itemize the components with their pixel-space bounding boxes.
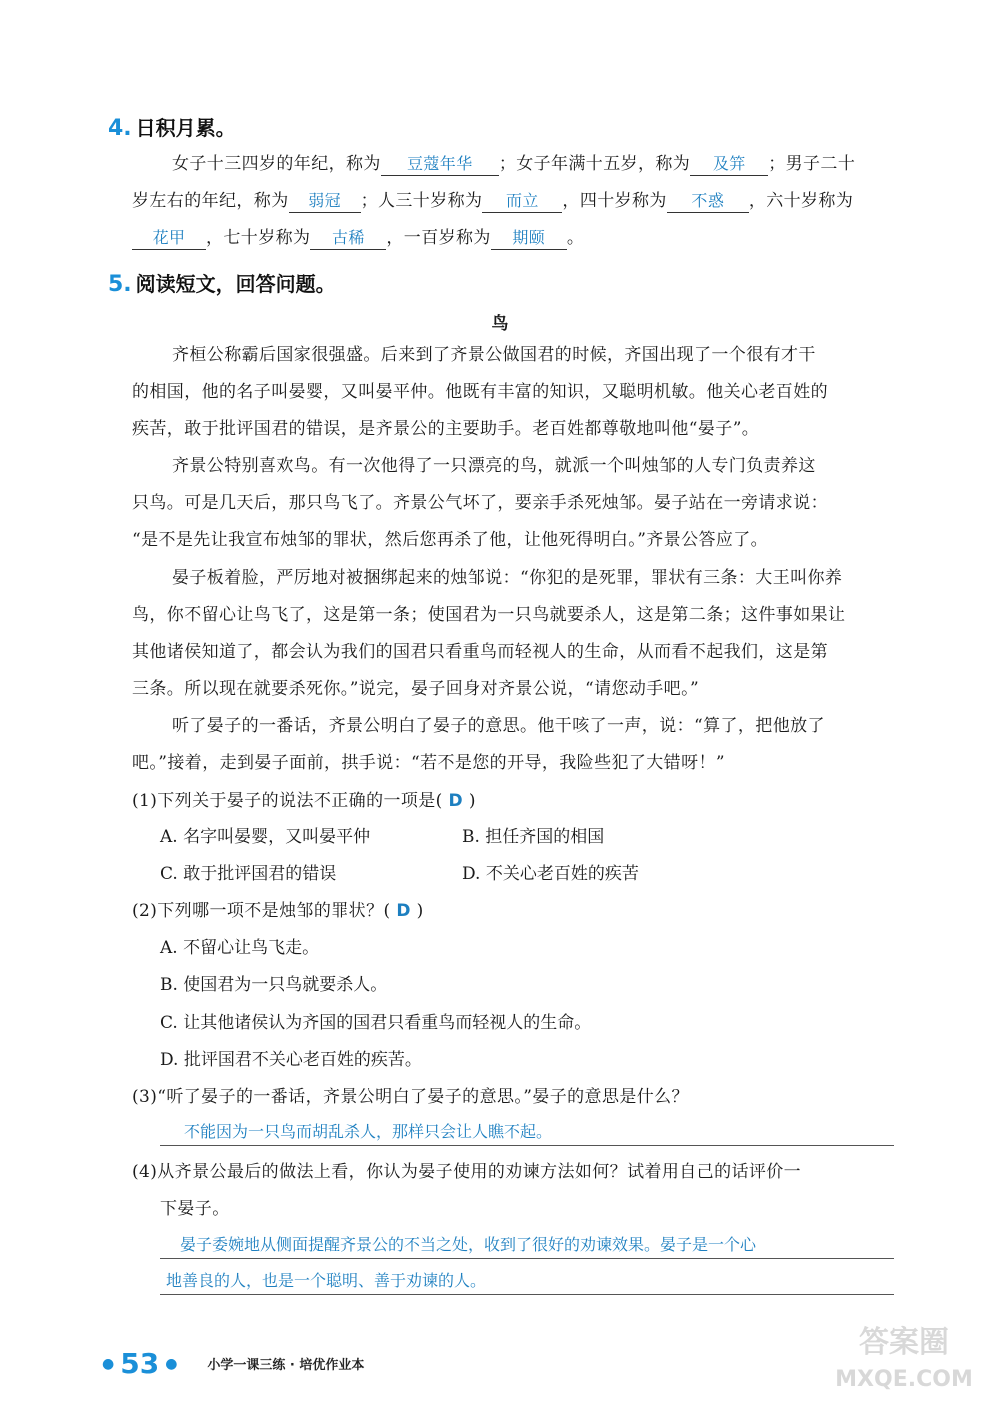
option-a: A. 不留心让鸟飞走。 <box>160 938 320 958</box>
text: 女子十三四岁的年纪，称为 <box>172 154 381 174</box>
sub-question-3: (3)“听了晏子的一番话，齐景公明白了晏子的意思。”晏子的意思是什么？ <box>132 1087 689 1107</box>
question-number: 4. <box>108 116 132 141</box>
watermark-bottom: MXQE.COM <box>835 1367 973 1392</box>
question-title: 阅读短文，回答问题。 <box>135 272 336 296</box>
passage-line: 其他诸侯知道了，都会认为我们的国君只看重鸟而轻视人的生命，从而看不起我们，这是第 <box>132 642 828 662</box>
option-d: D. 不关心老百姓的疾苦 <box>462 864 639 884</box>
text: 。 <box>566 228 585 248</box>
passage-line: 齐景公特别喜欢鸟。有一次他得了一只漂亮的鸟，就派一个叫烛邹的人专门负责养这 <box>172 456 816 476</box>
page-footer <box>102 1347 364 1380</box>
option-b: B. 使国君为一只鸟就要杀人。 <box>160 975 388 995</box>
page-number: 53 <box>120 1347 160 1380</box>
passage-line: 齐桓公称霸后国家很强盛。后来到了齐景公做国君的时候，齐国出现了一个很有才干 <box>172 345 816 365</box>
text: 岁左右的年纪，称为 <box>132 191 289 211</box>
passage-line: 晏子板着脸，严厉地对被捆绑起来的烛邹说：“你犯的是死罪，罪状有三条：大王叫你养 <box>172 568 843 588</box>
answer-blank: 豆蔻年华 <box>381 153 499 176</box>
text: (2)下列哪一项不是烛邹的罪状？( <box>132 901 391 921</box>
passage-line: 鸟，你不留心让鸟飞了，这是第一条；使国君为一只鸟就要杀人，这是第二条；这件事如果让 <box>132 605 846 625</box>
choice-answer: D <box>396 901 411 921</box>
text: ，六十岁称为 <box>748 191 854 211</box>
text: (1)下列关于晏子的说法不正确的一项是( <box>132 791 443 811</box>
text: ，一百岁称为 <box>386 228 491 248</box>
passage-line: 三条。所以现在就要杀死你。”说完，晏子回身对齐景公说，“请您动手吧。” <box>132 679 700 699</box>
bullet-icon: ● <box>165 1355 178 1372</box>
text: ；人三十岁称为 <box>360 191 483 211</box>
passage-line: 只鸟。可是几天后，那只鸟飞了。齐景公气坏了，要亲手杀死烛邹。晏子站在一旁请求说： <box>132 493 828 513</box>
option-c: C. 让其他诸侯认为齐国的国君只看重鸟而轻视人的生命。 <box>160 1013 592 1033</box>
passage-line: 吧。”接着，走到晏子面前，拱手说：“若不是您的开导，我险些犯了大错呀！” <box>132 753 725 773</box>
option-a: A. 名字叫晏婴，又叫晏平仲 <box>160 827 371 847</box>
text: ，七十岁称为 <box>206 228 311 248</box>
sub-question-1 <box>132 789 894 813</box>
answer-blank: 而立 <box>482 190 562 213</box>
question-4-heading <box>108 112 236 141</box>
text: ) <box>468 791 476 811</box>
option-c: C. 敢于批评国君的错误 <box>160 864 337 884</box>
q4-line-2 <box>132 189 894 213</box>
answer-blank: 期颐 <box>491 227 567 250</box>
option-d: D. 批评国君不关心老百姓的疾苦。 <box>160 1050 422 1070</box>
sub-question-4-line-1: (4)从齐景公最后的做法上看，你认为晏子使用的劝谏方法如何？试着用自己的话评价一 <box>132 1162 802 1182</box>
passage-line: 听了晏子的一番话，齐景公明白了晏子的意思。他干咳了一声，说：“算了，把他放了 <box>172 716 825 736</box>
text: ，四十岁称为 <box>562 191 667 211</box>
answer-blank: 古稀 <box>310 227 386 250</box>
question-title: 日积月累。 <box>135 116 236 140</box>
written-answer-line-1: 晏子委婉地从侧面提醒齐景公的不当之处，收到了很好的劝谏效果。晏子是一个心 <box>160 1231 894 1259</box>
passage-title: 鸟 <box>491 314 509 334</box>
q4-line-3 <box>132 226 894 250</box>
sub-question-4-line-2: 下晏子。 <box>160 1199 230 1219</box>
passage-line: 疾苦，敢于批评国君的错误，是齐景公的主要助手。老百姓都尊敬地叫他“晏子”。 <box>132 419 760 439</box>
bullet-icon: ● <box>102 1355 115 1372</box>
text: ) <box>416 901 424 921</box>
written-answer: 不能因为一只鸟而胡乱杀人，那样只会让人瞧不起。 <box>160 1118 894 1146</box>
book-title: 小学一课三练 · 培优作业本 <box>207 1358 365 1373</box>
written-answer-line-2: 地善良的人，也是一个聪明、善于劝谏的人。 <box>160 1267 894 1295</box>
text: ；男子二十 <box>768 154 856 174</box>
q4-line-1 <box>172 152 894 176</box>
question-5-heading <box>108 268 336 297</box>
watermark-logo <box>822 1316 986 1394</box>
text: ；女子年满十五岁，称为 <box>498 154 691 174</box>
passage-line: “是不是先让我宣布烛邹的罪状，然后您再杀了他，让他死得明白。”齐景公答应了。 <box>132 530 769 550</box>
answer-blank: 花甲 <box>132 227 206 250</box>
option-b: B. 担任齐国的相国 <box>462 827 605 847</box>
answer-blank: 不惑 <box>667 190 749 213</box>
passage-line: 的相国，他的名子叫晏婴，又叫晏平仲。他既有丰富的知识，又聪明机敏。他关心老百姓的 <box>132 382 828 402</box>
question-number: 5. <box>108 272 132 297</box>
sub-question-2 <box>132 899 894 923</box>
choice-answer: D <box>448 791 464 811</box>
watermark-top: 答案圈 <box>859 1325 949 1360</box>
answer-blank: 及笄 <box>690 153 768 176</box>
answer-blank: 弱冠 <box>289 190 361 213</box>
